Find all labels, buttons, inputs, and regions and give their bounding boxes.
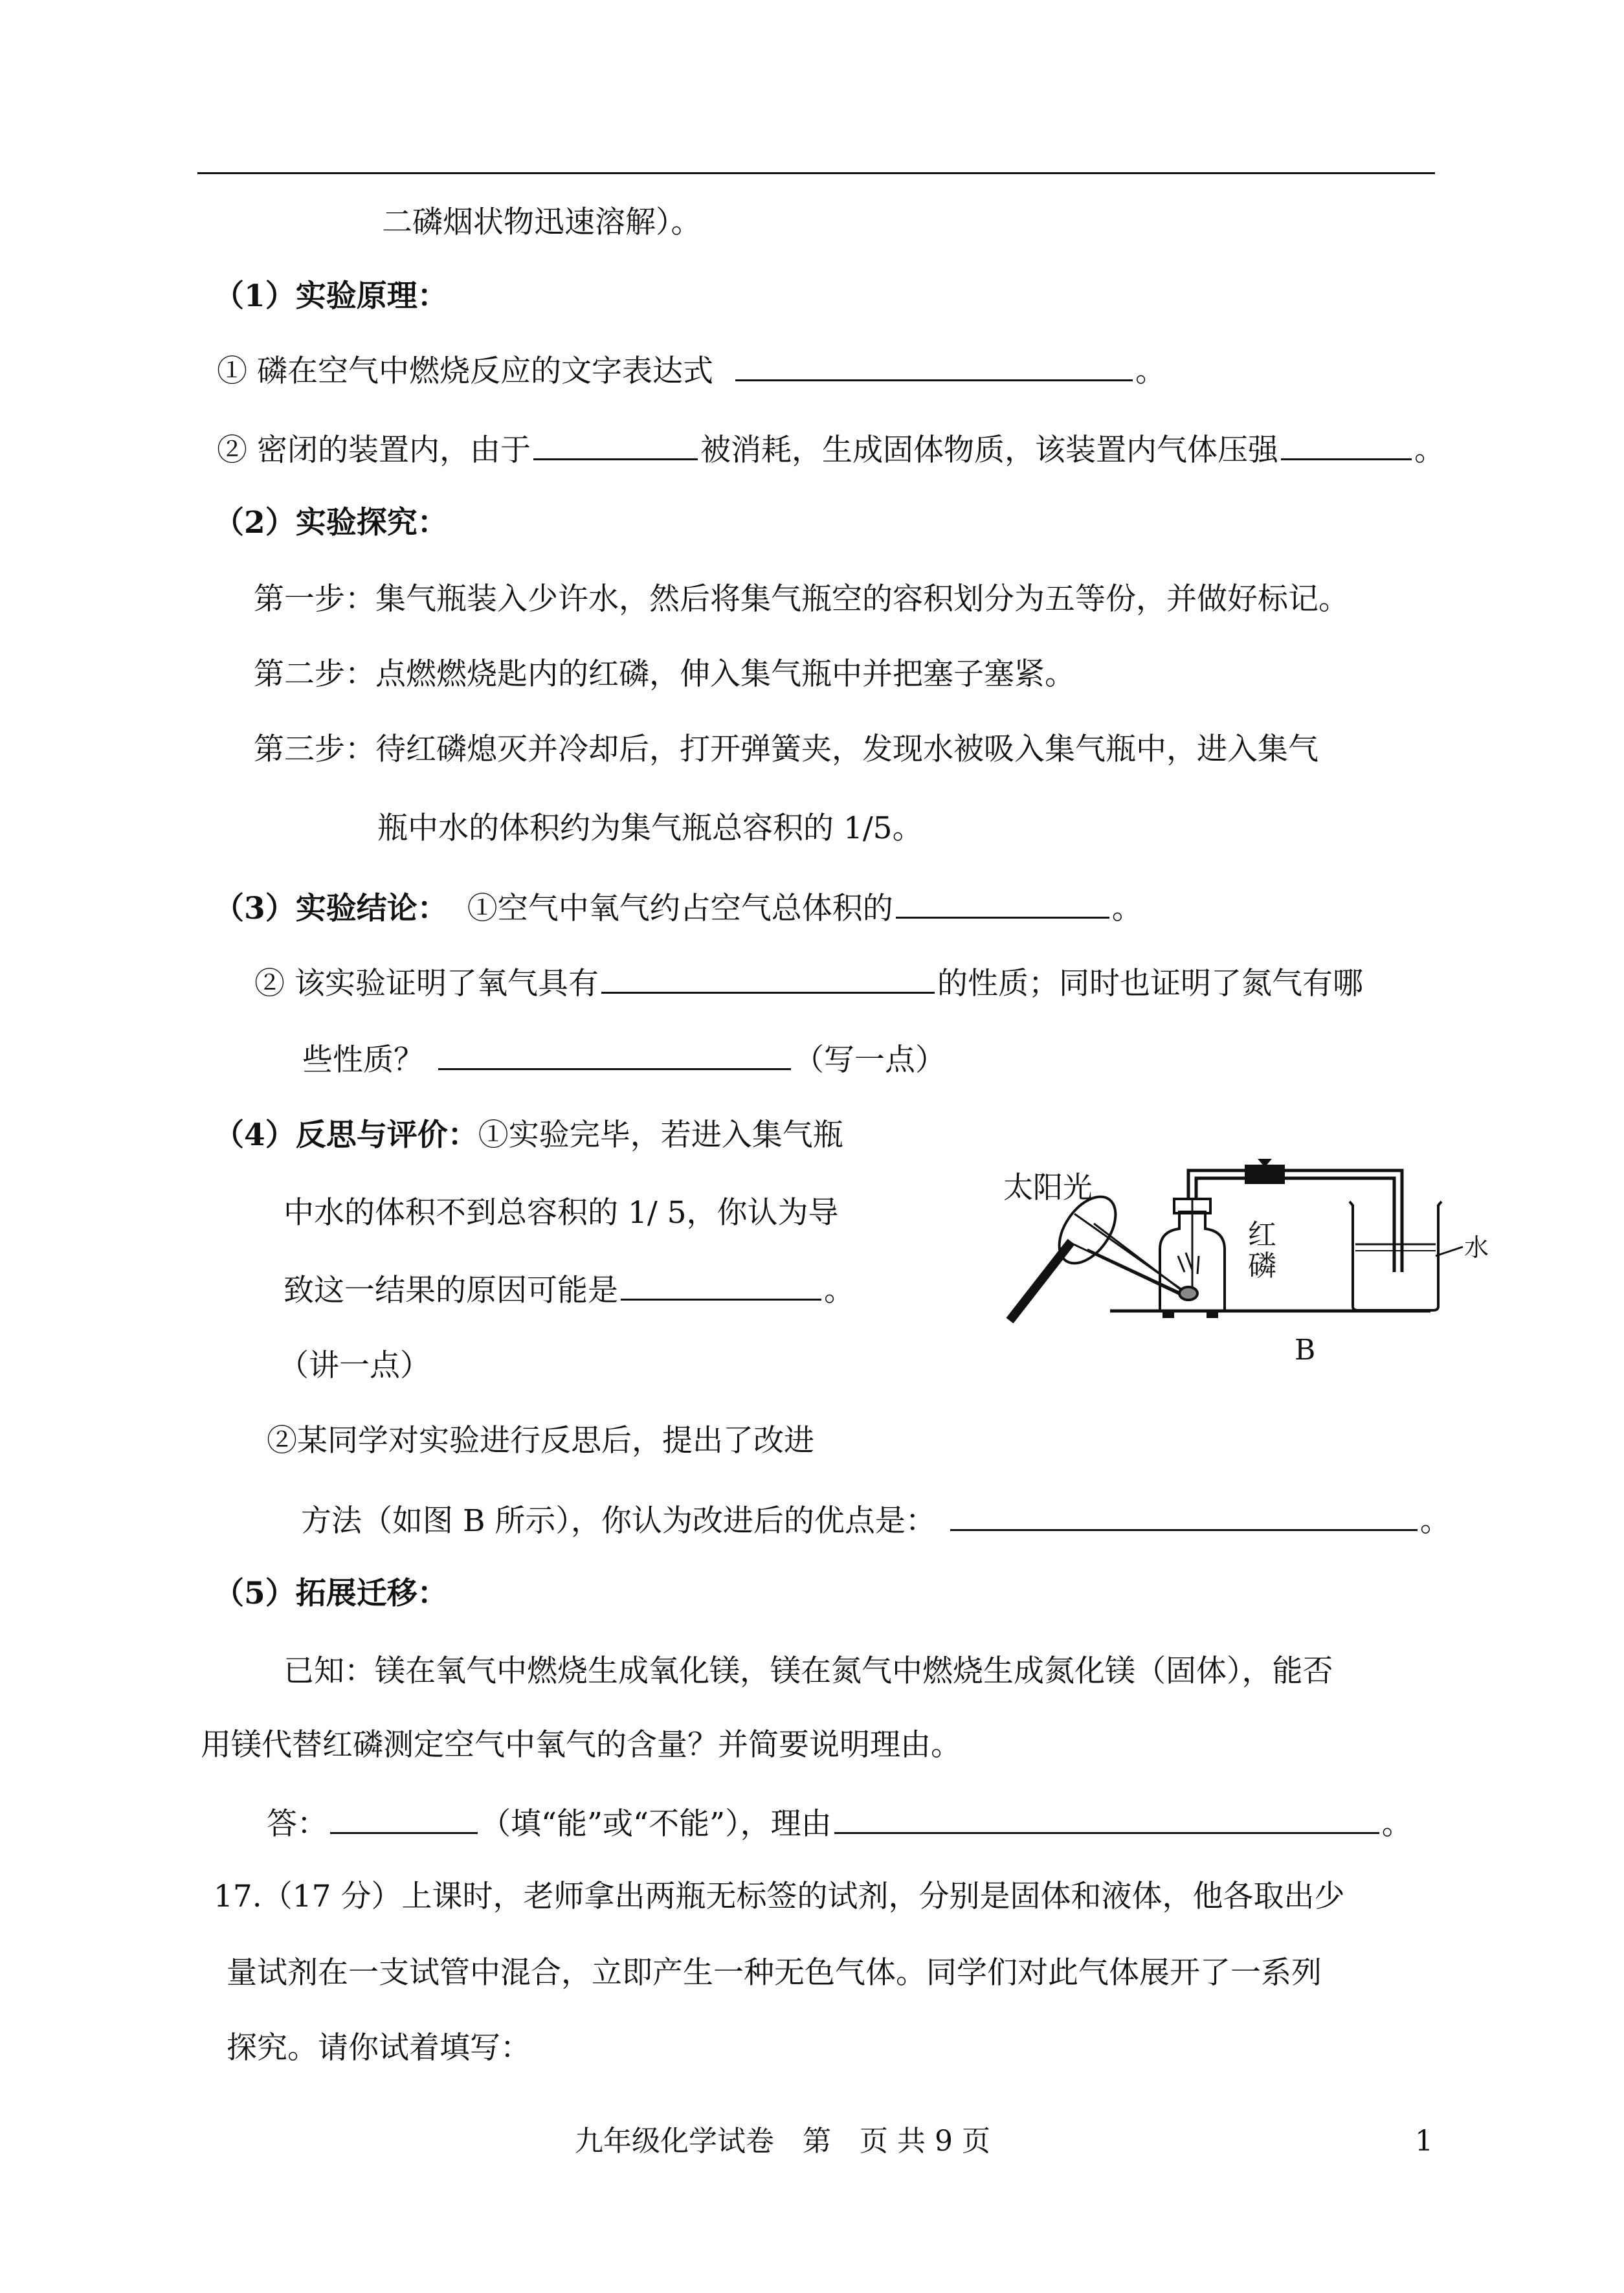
question-text: ② 密闭的装置内，由于 — [217, 432, 531, 468]
connecting-tube — [1188, 1170, 1402, 1272]
question-line — [214, 1116, 843, 1155]
question-line — [301, 1501, 1451, 1541]
section-heading-exploration: （2）实验探究： — [214, 505, 448, 541]
header-rule — [197, 172, 1435, 174]
note-line: （讲一点） — [278, 1348, 430, 1383]
question-text: 答： — [267, 1806, 328, 1842]
question-text: 方法（如图 B 所示），你认为改进后的优点是： — [301, 1503, 936, 1539]
question-line — [217, 351, 1166, 391]
water-label: 水 — [1464, 1233, 1489, 1262]
question-text: （填“能”或“不能”），理由 — [480, 1806, 832, 1842]
section-heading-reflection: （4）反思与评价： — [214, 1117, 478, 1153]
red-phosphorus-label: 红 — [1248, 1218, 1276, 1251]
footer-text: 九年级化学试卷 第 页 共 9 页 — [575, 2125, 990, 2158]
question-text: ② 该实验证明了氧气具有 — [254, 966, 599, 1001]
question-text: ①实验完毕，若进入集气瓶 — [478, 1117, 843, 1153]
question-17-line: 量试剂在一支试管中混合，立即产生一种无色气体。同学们对此气体展开了一系列 — [227, 1955, 1322, 1991]
answer-blank[interactable] — [834, 1804, 1379, 1834]
punctuation: 。 — [1414, 432, 1445, 468]
question-text: ①空气中氧气约占空气总体积的 — [467, 891, 893, 926]
punctuation: 。 — [1381, 1806, 1412, 1842]
punctuation: 。 — [824, 1273, 854, 1308]
answer-line — [267, 1804, 1412, 1844]
section-heading-principle: （1）实验原理： — [214, 278, 448, 314]
page-number: 1 — [1415, 2125, 1433, 2158]
question-17-line: 17.（17 分）上课时，老师拿出两瓶无标签的试剂，分别是固体和液体，他各取出少 — [214, 1879, 1345, 1914]
step-line: 瓶中水的体积约为集气瓶总容积的 1/5。 — [377, 811, 923, 846]
answer-blank[interactable] — [621, 1270, 821, 1301]
question-text: 致这一结果的原因可能是 — [284, 1273, 618, 1308]
answer-blank[interactable] — [735, 351, 1133, 381]
section-heading-extension: （5）拓展迁移： — [214, 1576, 448, 1611]
question-line — [254, 963, 1363, 1003]
question-line — [284, 1270, 854, 1310]
step-line: 第二步：点燃燃烧匙内的红磷，伸入集气瓶中并把塞子塞紧。 — [254, 656, 1075, 692]
punctuation: 。 — [1135, 353, 1166, 389]
answer-blank[interactable] — [438, 1040, 791, 1070]
punctuation: 。 — [1111, 891, 1142, 926]
section-heading-conclusion: （3）实验结论： — [214, 891, 448, 926]
step-line: 第一步：集气瓶装入少许水，然后将集气瓶空的容积划分为五等份，并做好标记。 — [254, 581, 1349, 617]
text-line: 二磷烟状物迅速溶解）。 — [382, 205, 702, 240]
question-text: 的性质；同时也证明了氮气有哪 — [937, 966, 1363, 1001]
question-text: （写一点） — [794, 1042, 946, 1078]
answer-blank[interactable] — [1281, 430, 1412, 460]
question-line: ②某同学对实验进行反思后，提出了改进 — [267, 1423, 814, 1459]
question-text: ① 磷在空气中燃烧反应的文字表达式 — [217, 353, 713, 389]
question-17-line: 探究。请你试着填写： — [227, 2030, 531, 2066]
answer-blank[interactable] — [896, 888, 1109, 919]
question-text: 些性质？ — [302, 1042, 424, 1078]
answer-blank[interactable] — [330, 1804, 478, 1834]
question-line — [217, 430, 1445, 470]
question-line — [214, 888, 1142, 928]
answer-blank[interactable] — [533, 430, 698, 460]
apparatus-figure — [990, 1159, 1502, 1405]
question-line — [302, 1040, 946, 1080]
spring-clamp — [1246, 1166, 1284, 1183]
red-phosphorus-label: 磷 — [1248, 1249, 1276, 1282]
question-line: 中水的体积不到总容积的 1/ 5，你认为导 — [284, 1195, 839, 1231]
question-text: 被消耗，生成固体物质，该装置内气体压强 — [700, 432, 1278, 468]
sunlight-label: 太阳光 — [1003, 1170, 1093, 1205]
step-line: 第三步：待红磷熄灭并冷却后，打开弹簧夹，发现水被吸入集气瓶中，进入集气 — [254, 732, 1318, 767]
answer-blank[interactable] — [601, 963, 935, 994]
magnifier-handle — [1010, 1242, 1071, 1321]
figure-caption: B — [1295, 1334, 1316, 1367]
text-line: 用镁代替红磷测定空气中氧气的含量？并简要说明理由。 — [201, 1727, 961, 1763]
text-line: 已知：镁在氧气中燃烧生成氧化镁，镁在氮气中燃烧生成氮化镁（固体），能否 — [284, 1653, 1333, 1689]
answer-blank[interactable] — [950, 1501, 1418, 1531]
punctuation: 。 — [1419, 1503, 1451, 1539]
